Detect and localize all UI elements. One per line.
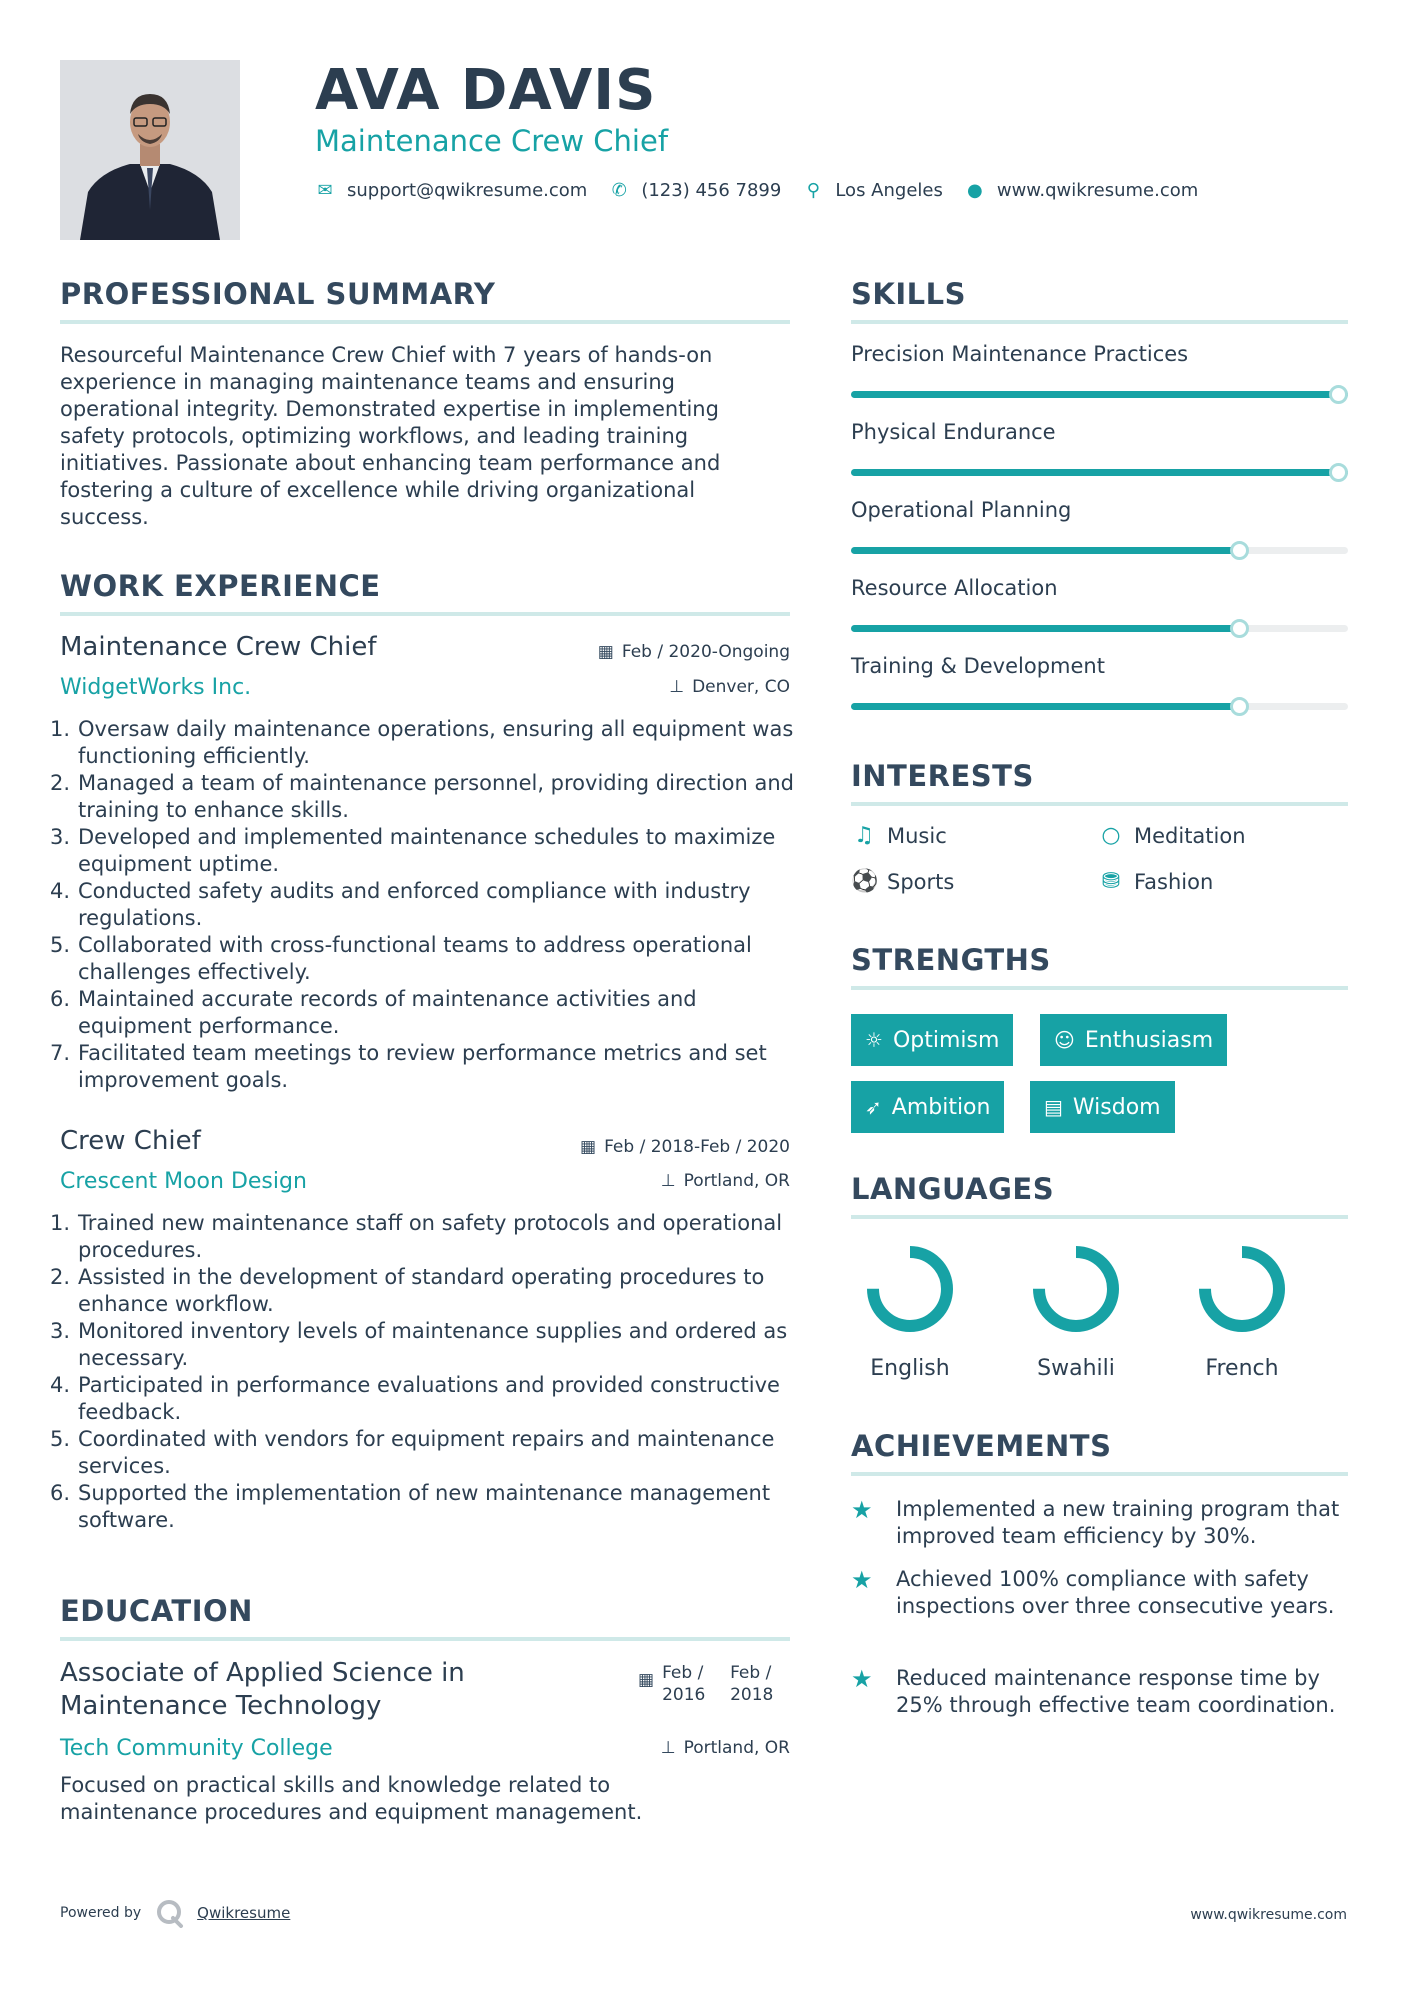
list-item: 4. Conducted safety audits and enforced compliance with industry regulations. bbox=[50, 879, 751, 930]
job-responsibilities bbox=[50, 716, 800, 1094]
interest-sports: ⚽ Sports bbox=[851, 869, 955, 894]
summary-heading: PROFESSIONAL SUMMARY bbox=[60, 277, 496, 311]
footer-brand-link[interactable]: Qwikresume bbox=[197, 1904, 291, 1922]
list-item: 2. Assisted in the development of standard operating procedures to enhance workflow. bbox=[50, 1265, 765, 1316]
summary-divider bbox=[60, 320, 790, 324]
language-item bbox=[1177, 1240, 1307, 1381]
skill-bar-fill bbox=[851, 625, 1239, 632]
language-item bbox=[1011, 1240, 1141, 1381]
list-item: 2. Managed a team of maintenance personnel, providing direction and training to enhance skills. bbox=[50, 771, 794, 822]
language-ring-arc bbox=[1205, 1252, 1279, 1326]
skills-heading: SKILLS bbox=[851, 277, 966, 311]
smile-icon: ☺ bbox=[1054, 1028, 1075, 1052]
trophy-star-icon: ★ bbox=[851, 1496, 873, 1524]
education-location: ⊥ Portland, OR bbox=[660, 1738, 790, 1758]
experience-heading: WORK EXPERIENCE bbox=[60, 569, 381, 603]
skill-label: Resource Allocation bbox=[851, 576, 1058, 600]
pin-icon: ⊥ bbox=[660, 1171, 676, 1191]
skill-bar-knob bbox=[1329, 385, 1348, 404]
contact-location: Los Angeles bbox=[835, 180, 943, 201]
trophy-star-icon: ★ bbox=[851, 1665, 873, 1693]
interests-divider bbox=[851, 802, 1348, 806]
achievements-divider bbox=[851, 1472, 1348, 1476]
pin-icon: ⊥ bbox=[660, 1738, 676, 1758]
skill-bar-knob bbox=[1329, 463, 1348, 482]
skill-bar-track bbox=[851, 625, 1348, 632]
trophy-star-icon: ★ bbox=[851, 1566, 873, 1594]
list-item: 5. Collaborated with cross-functional teams to address operational challenges effectively. bbox=[50, 933, 752, 984]
circle-icon: ○ bbox=[1101, 823, 1121, 848]
interest-meditation: ○ Meditation bbox=[1098, 823, 1246, 848]
job-title: Maintenance Crew Chief bbox=[60, 632, 377, 662]
footer-powered-by: Powered by Qwikresume bbox=[60, 1898, 290, 1928]
skill-label: Physical Endurance bbox=[851, 420, 1056, 444]
interest-music: ♫ Music bbox=[851, 823, 947, 848]
strengths-heading: STRENGTHS bbox=[851, 943, 1051, 977]
skill-bar-track bbox=[851, 703, 1348, 710]
soccer-ball-icon: ⚽ bbox=[851, 869, 879, 894]
skill-label: Training & Development bbox=[851, 654, 1105, 678]
contact-email[interactable]: support@qwikresume.com bbox=[347, 180, 588, 201]
language-ring bbox=[861, 1240, 959, 1338]
list-item: 6. Supported the implementation of new maintenance management software. bbox=[50, 1481, 771, 1532]
languages-divider bbox=[851, 1215, 1348, 1219]
education-dates: ▦ Feb / 2016 Feb / 2018 bbox=[638, 1663, 774, 1705]
skill-bar-knob bbox=[1230, 697, 1249, 716]
job-date: ▦ Feb / 2020-Ongoing bbox=[597, 642, 790, 662]
pin-icon: ⊥ bbox=[669, 677, 685, 697]
job-location: ⊥ Denver, CO bbox=[669, 677, 790, 697]
contact-bar bbox=[315, 180, 1220, 201]
rocket-icon: ➶ bbox=[865, 1095, 882, 1119]
calendar-icon: ▦ bbox=[638, 1670, 655, 1690]
strength-chip-enthusiasm: ☺ Enthusiasm bbox=[1040, 1014, 1227, 1066]
language-ring bbox=[1027, 1240, 1125, 1338]
skill-bar-fill bbox=[851, 391, 1348, 398]
education-divider bbox=[60, 1637, 790, 1641]
list-item: 5. Coordinated with vendors for equipment repairs and maintenance services. bbox=[50, 1427, 775, 1478]
phone-icon: ✆ bbox=[611, 180, 627, 201]
language-label: Swahili bbox=[1037, 1356, 1115, 1381]
skill-bar-fill bbox=[851, 547, 1239, 554]
degree-title: Associate of Applied Science in Maintenance Technology bbox=[60, 1658, 465, 1721]
map-marker-icon: ⚲ bbox=[806, 180, 820, 201]
skill-bar-track bbox=[851, 547, 1348, 554]
strength-chip-ambition: ➶ Ambition bbox=[851, 1081, 1004, 1133]
experience-divider bbox=[60, 612, 790, 616]
education-heading: EDUCATION bbox=[60, 1594, 253, 1628]
achievement-item: Reduced maintenance response time by 25% through effective team coordination. bbox=[896, 1666, 1336, 1717]
language-ring-arc bbox=[1039, 1252, 1113, 1326]
languages-heading: LANGUAGES bbox=[851, 1172, 1055, 1206]
list-item: 6. Maintained accurate records of maintenance activities and equipment performance. bbox=[50, 987, 697, 1038]
envelope-icon: ✉ bbox=[317, 180, 333, 201]
job-company: WidgetWorks Inc. bbox=[60, 675, 252, 700]
sun-icon: ☼ bbox=[865, 1028, 883, 1052]
language-label: English bbox=[870, 1356, 950, 1381]
achievement-item: Implemented a new training program that improved team efficiency by 30%. bbox=[896, 1497, 1340, 1548]
summary-text: Resourceful Maintenance Crew Chief with 7 years of hands-on experience in managing maintenance teams and ensuring operational integrity. Demonstrated expertise in implementing safety protocols, optimizing workflows, and leading training initiatives. Passionate about enhancing team performance and fostering a culture of excellence while driving organizational success. bbox=[60, 343, 721, 529]
contact-website[interactable]: www.qwikresume.com bbox=[996, 180, 1199, 201]
skill-bar-track bbox=[851, 391, 1348, 398]
music-note-icon: ♫ bbox=[854, 823, 874, 848]
calendar-icon: ▦ bbox=[580, 1137, 597, 1157]
job-date: ▦ Feb / 2018-Feb / 2020 bbox=[580, 1137, 790, 1157]
school-name: Tech Community College bbox=[60, 1736, 333, 1761]
skill-bar-fill bbox=[851, 703, 1239, 710]
skill-bar-track bbox=[851, 469, 1348, 476]
interests-heading: INTERESTS bbox=[851, 759, 1034, 793]
list-item: 1. Oversaw daily maintenance operations, ensuring all equipment was functioning efficiently. bbox=[50, 717, 794, 768]
contact-phone[interactable]: (123) 456 7899 bbox=[641, 180, 782, 201]
skill-label: Operational Planning bbox=[851, 498, 1072, 522]
job-company: Crescent Moon Design bbox=[60, 1169, 307, 1194]
list-item: 1. Trained new maintenance staff on safety protocols and operational procedures. bbox=[50, 1211, 783, 1262]
language-ring bbox=[1193, 1240, 1291, 1338]
job-responsibilities bbox=[50, 1210, 800, 1534]
interest-fashion: ⛃ Fashion bbox=[1098, 869, 1213, 894]
profile-photo bbox=[60, 60, 240, 240]
person-portrait-icon bbox=[60, 60, 240, 240]
job-title: Crew Chief bbox=[60, 1126, 201, 1156]
skill-bar-knob bbox=[1230, 541, 1249, 560]
skill-bar-fill bbox=[851, 469, 1348, 476]
list-item: 3. Monitored inventory levels of maintenance supplies and ordered as necessary. bbox=[50, 1319, 788, 1370]
skill-label: Precision Maintenance Practices bbox=[851, 342, 1189, 366]
achievements-heading: ACHIEVEMENTS bbox=[851, 1429, 1112, 1463]
globe-icon: ● bbox=[966, 180, 983, 201]
language-ring-arc bbox=[873, 1252, 947, 1326]
list-item: 4. Participated in performance evaluations and provided constructive feedback. bbox=[50, 1373, 780, 1424]
shopping-bag-icon: ⛃ bbox=[1101, 869, 1121, 894]
list-item: 3. Developed and implemented maintenance schedules to maximize equipment uptime. bbox=[50, 825, 776, 876]
book-icon: ▤ bbox=[1044, 1095, 1063, 1119]
list-item: 7. Facilitated team meetings to review performance metrics and set improvement goals. bbox=[50, 1041, 767, 1092]
qwikresume-logo-icon bbox=[155, 1898, 185, 1928]
footer-website-link[interactable]: www.qwikresume.com bbox=[1190, 1907, 1347, 1923]
language-item bbox=[845, 1240, 975, 1381]
strength-chip-wisdom: ▤ Wisdom bbox=[1030, 1081, 1175, 1133]
strength-chip-optimism: ☼ Optimism bbox=[851, 1014, 1013, 1066]
language-label: French bbox=[1205, 1356, 1279, 1381]
calendar-icon: ▦ bbox=[597, 642, 614, 662]
education-description: Focused on practical skills and knowledge related to maintenance procedures and equipment management. bbox=[60, 1773, 643, 1824]
candidate-name: AVA DAVIS bbox=[315, 58, 657, 123]
skill-bar-knob bbox=[1230, 619, 1249, 638]
job-location: ⊥ Portland, OR bbox=[660, 1171, 790, 1191]
strengths-divider bbox=[851, 986, 1348, 990]
candidate-title: Maintenance Crew Chief bbox=[315, 124, 669, 158]
achievement-item: Achieved 100% compliance with safety inspections over three consecutive years. bbox=[896, 1567, 1335, 1618]
skills-divider bbox=[851, 320, 1348, 324]
